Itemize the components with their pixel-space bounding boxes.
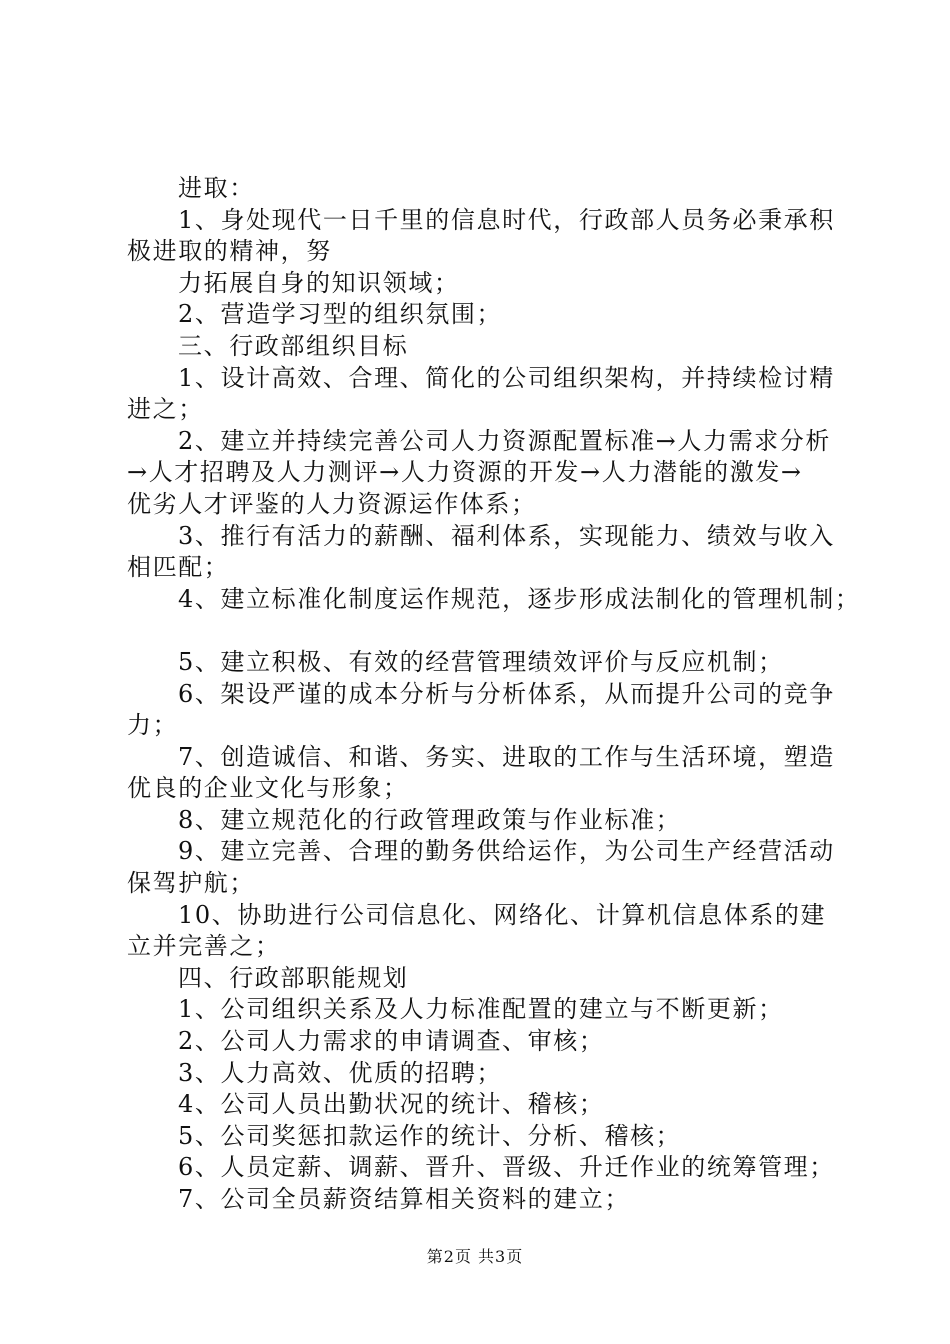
- text-line: 相匹配；: [127, 553, 230, 582]
- text-line: 1、身处现代一日千里的信息时代，行政部人员务必秉承积: [178, 205, 835, 234]
- blank-line: [127, 615, 842, 647]
- text-line: 进取：: [178, 174, 255, 202]
- text-line: 6、架设严谨的成本分析与分析体系，从而提升公司的竞争: [178, 679, 835, 708]
- text-line: 1、设计高效、合理、简化的公司组织架构，并持续检讨精: [178, 363, 835, 392]
- text-line: 进之；: [127, 395, 204, 424]
- text-line: 7、创造诚信、和谐、务实、进取的工作与生活环境，塑造: [178, 742, 835, 771]
- text-line: 3、人力高效、优质的招聘；: [178, 1058, 503, 1087]
- text-line: 4、建立标准化制度运作规范，逐步形成法制化的管理机制；: [178, 584, 861, 613]
- text-line: 保驾护航；: [127, 869, 255, 898]
- text-line: 2、公司人力需求的申请调查、审核；: [178, 1027, 605, 1056]
- text-line: 9、建立完善、合理的勤务供给运作，为公司生产经营活动: [178, 837, 835, 866]
- text-line: 立并完善之；: [127, 932, 281, 961]
- text-line: 2、营造学习型的组织氛围；: [178, 300, 503, 329]
- page-footer: 第2页 共3页: [426, 1247, 524, 1266]
- text-line: 5、建立积极、有效的经营管理绩效评价与反应机制；: [178, 647, 784, 676]
- text-line: 力；: [127, 711, 179, 740]
- text-line: 优良的企业文化与形象；: [127, 774, 409, 803]
- text-line: 优劣人才评鉴的人力资源运作体系；: [127, 489, 537, 518]
- text-line: 四、行政部职能规划: [178, 963, 409, 992]
- text-line: 三、行政部组织目标: [178, 331, 409, 360]
- text-line: 5、公司奖惩扣款运作的统计、分析、稽核；: [178, 1121, 682, 1150]
- text-line: 力拓展自身的知识领域；: [178, 268, 460, 297]
- text-line: 4、公司人员出勤状况的统计、稽核；: [178, 1090, 605, 1119]
- text-line: 1、公司组织关系及人力标准配置的建立与不断更新；: [178, 995, 784, 1024]
- text-line: 极进取的精神，努: [127, 237, 332, 266]
- text-line: 2、建立并持续完善公司人力资源配置标准→人力需求分析: [178, 426, 831, 455]
- text-line: 3、推行有活力的薪酬、福利体系，实现能力、绩效与收入: [178, 521, 835, 550]
- text-line: →人才招聘及人力测评→人力资源的开发→人力潜能的激发→: [127, 458, 803, 487]
- text-line: 10、协助进行公司信息化、网络化、计算机信息体系的建: [178, 900, 827, 929]
- document-body: [127, 173, 861, 1216]
- text-line: 8、建立规范化的行政管理政策与作业标准；: [178, 805, 682, 834]
- text-line: 7、公司全员薪资结算相关资料的建立；: [178, 1185, 631, 1213]
- text-line: 6、人员定薪、调薪、晋升、晋级、升迁作业的统筹管理；: [178, 1153, 835, 1182]
